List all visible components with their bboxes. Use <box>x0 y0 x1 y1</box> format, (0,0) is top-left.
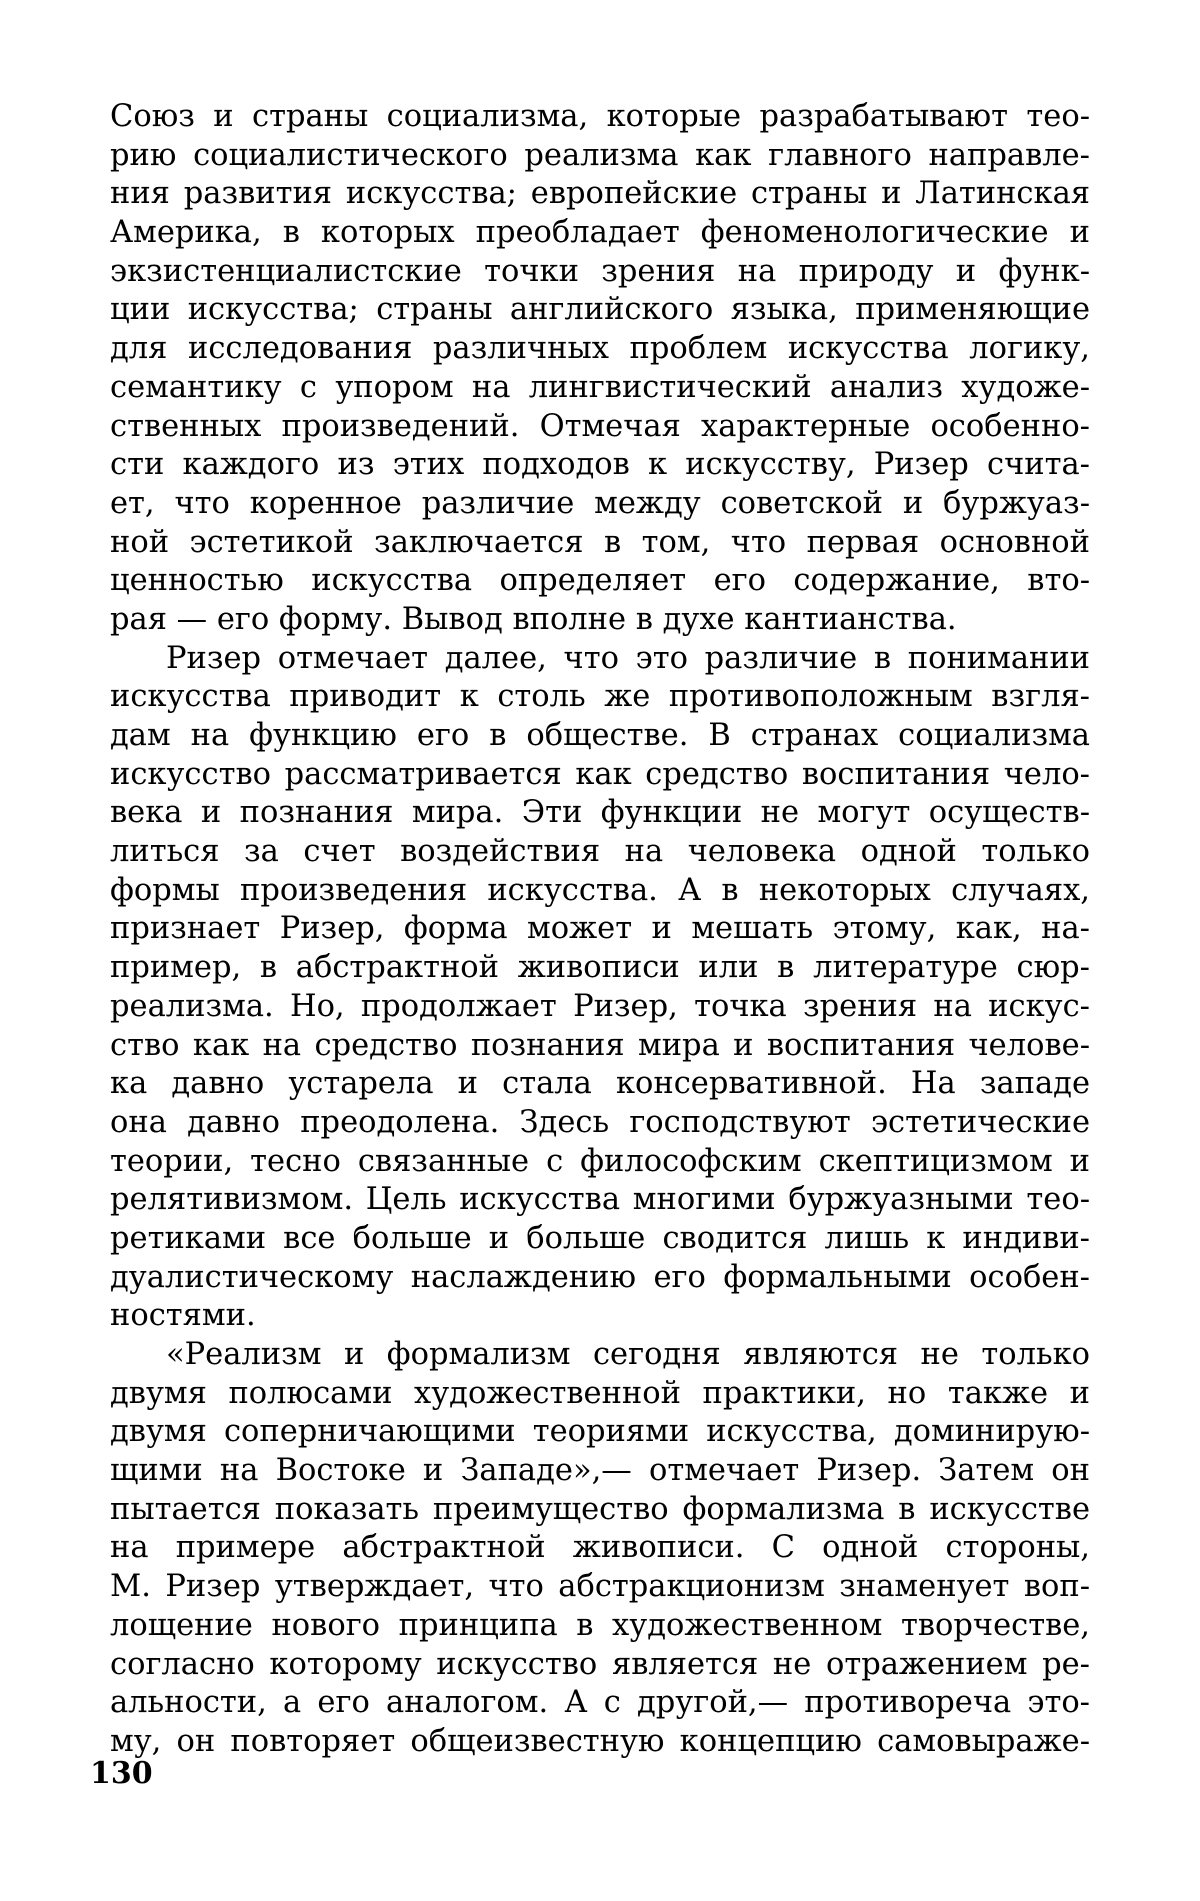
text-line: рая — его форму. Вывод вполне в духе кантианства. <box>110 601 957 637</box>
text-line: она давно преодолена. Здесь господствуют эстетические <box>110 1104 1090 1140</box>
page-body <box>110 98 1090 1762</box>
paragraph-3 <box>110 1336 1090 1762</box>
text-line: ностями. <box>110 1298 256 1334</box>
text-line: щими на Востоке и Западе»,— отмечает Ризер. Затем он <box>110 1453 1090 1489</box>
text-line: века и познания мира. Эти функции не могут осуществ- <box>110 795 1090 831</box>
text-line: рию социалистического реализма как главного направле- <box>110 137 1090 173</box>
text-line: лощение нового принципа в художественном творчестве, <box>110 1607 1090 1643</box>
text-line: ции искусства; страны английского языка, применяющие <box>110 292 1090 328</box>
text-line: искусства приводит к столь же противоположным взгля- <box>110 679 1090 715</box>
text-line: теории, тесно связанные с философским скептицизмом и <box>110 1143 1090 1179</box>
text-line: ственных произведений. Отмечая характерные особенно- <box>110 408 1090 444</box>
text-line: «Реализм и формализм сегодня являются не только <box>166 1337 1090 1372</box>
text-line: ка давно устарела и стала консервативной. На западе <box>110 1066 1090 1102</box>
text-line: пример, в абстрактной живописи или в литературе сюр- <box>110 950 1090 986</box>
text-line: литься за счет воздействия на человека одной только <box>110 834 1090 870</box>
text-line: на примере абстрактной живописи. С одной стороны, <box>110 1530 1090 1566</box>
text-line: искусство рассматривается как средство воспитания чело- <box>110 756 1090 792</box>
text-line: двумя соперничающими теориями искусства, доминирую- <box>110 1414 1090 1450</box>
text-line: двумя полюсами художественной практики, но также и <box>110 1375 1090 1411</box>
text-line: Союз и страны социализма, которые разрабатывают тео- <box>110 99 1090 134</box>
text-line: дам на функцию его в обществе. В странах социализма <box>110 718 1090 753</box>
text-line: ценностью искусства определяет его содержание, вто- <box>110 563 1090 599</box>
text-line: реализма. Но, продолжает Ризер, точка зрения на искус- <box>110 988 1090 1024</box>
text-line: дуалистическому наслаждению его формальными особен- <box>110 1259 1090 1295</box>
text-line: М. Ризер утверждает, что абстракционизм знаменует воп- <box>110 1569 1090 1605</box>
page-number: 130 <box>90 1756 153 1791</box>
text-line: Америка, в которых преобладает феноменологические и <box>110 215 1090 251</box>
text-line: для исследования различных проблем искусства логику, <box>110 331 1090 367</box>
text-line: ной эстетикой заключается в том, что первая основной <box>110 524 1090 560</box>
text-line: ет, что коренное различие между советской и буржуаз- <box>110 485 1090 521</box>
text-line: признает Ризер, форма может и мешать этому, как, на- <box>110 911 1090 947</box>
text-line: экзистенциалистские точки зрения на природу и функ- <box>110 253 1090 289</box>
text-line: формы произведения искусства. А в некоторых случаях, <box>110 872 1090 908</box>
text-line: сти каждого из этих подходов к искусству, Ризер счита- <box>110 447 1090 483</box>
text-line: семантику с упором на лингвистический анализ художе- <box>110 369 1090 405</box>
paragraph-1 <box>110 98 1090 640</box>
text-line: Ризер отмечает далее, что это различие в понимании <box>166 640 1090 676</box>
text-line: релятивизмом. Цель искусства многими буржуазными тео- <box>110 1182 1090 1218</box>
text-line: альности, а его аналогом. А с другой,— противореча это- <box>110 1685 1090 1721</box>
text-line: ство как на средство познания мира и воспитания челове- <box>110 1027 1090 1063</box>
text-line: пытается показать преимущество формализма в искусстве <box>110 1491 1090 1527</box>
text-line: согласно которому искусство является не отражением ре- <box>110 1646 1090 1682</box>
text-line: му, он повторяет общеизвестную концепцию самовыраже- <box>110 1723 1090 1759</box>
text-line: ретиками все больше и больше сводится лишь к индиви- <box>110 1220 1090 1256</box>
paragraph-2 <box>110 640 1090 1336</box>
text-line: ния развития искусства; европейские страны и Латинская <box>110 176 1090 212</box>
